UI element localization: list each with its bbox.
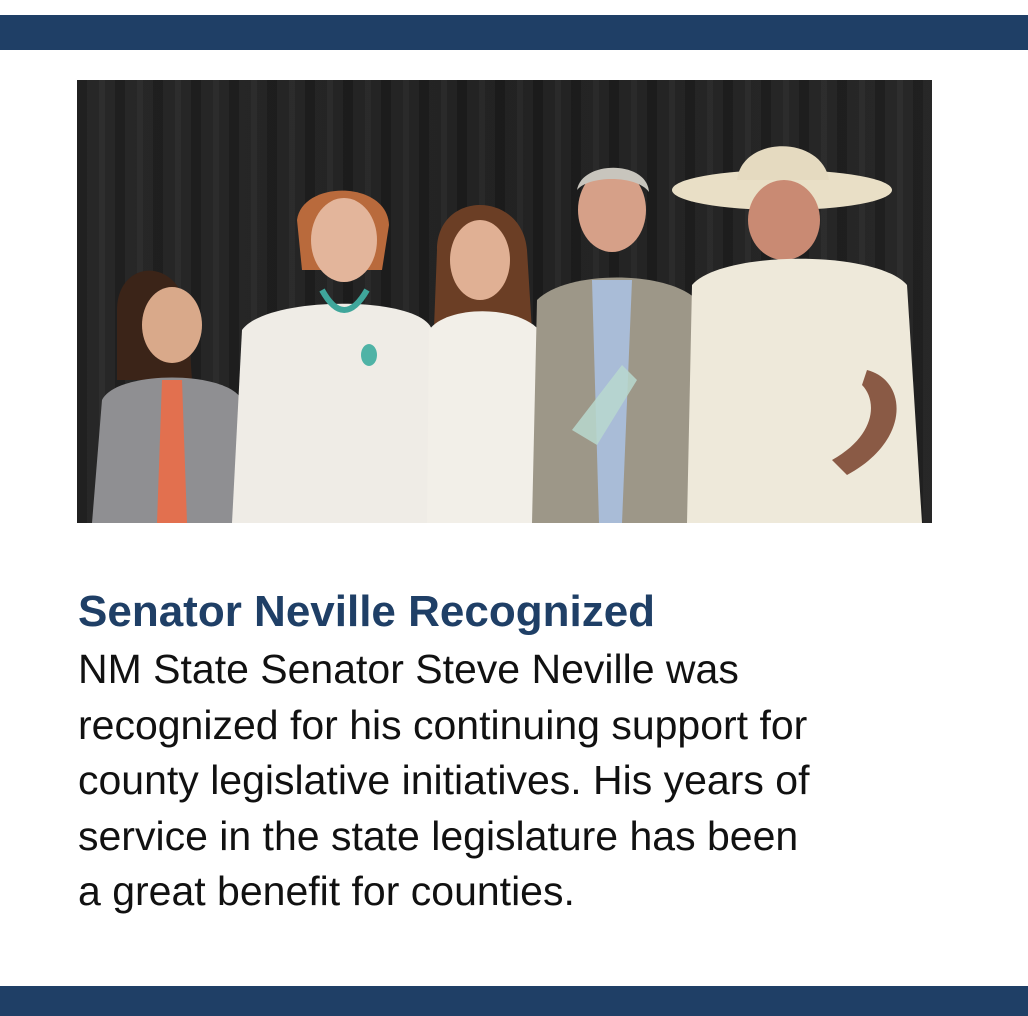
article-headline: Senator Neville Recognized: [78, 587, 656, 636]
body-line: county legislative initiatives. His years of: [78, 757, 810, 803]
body-line: a great benefit for counties.: [78, 868, 575, 914]
group-photo-icon: [77, 80, 932, 523]
article-body: [78, 642, 978, 920]
bottom-accent-bar: [0, 986, 1028, 1016]
body-line: NM State Senator Steve Neville was: [78, 646, 739, 692]
top-accent-bar: [0, 15, 1028, 50]
group-photo: [77, 80, 932, 523]
body-line: service in the state legislature has been: [78, 812, 799, 859]
body-line: recognized for his continuing support for: [78, 701, 808, 748]
